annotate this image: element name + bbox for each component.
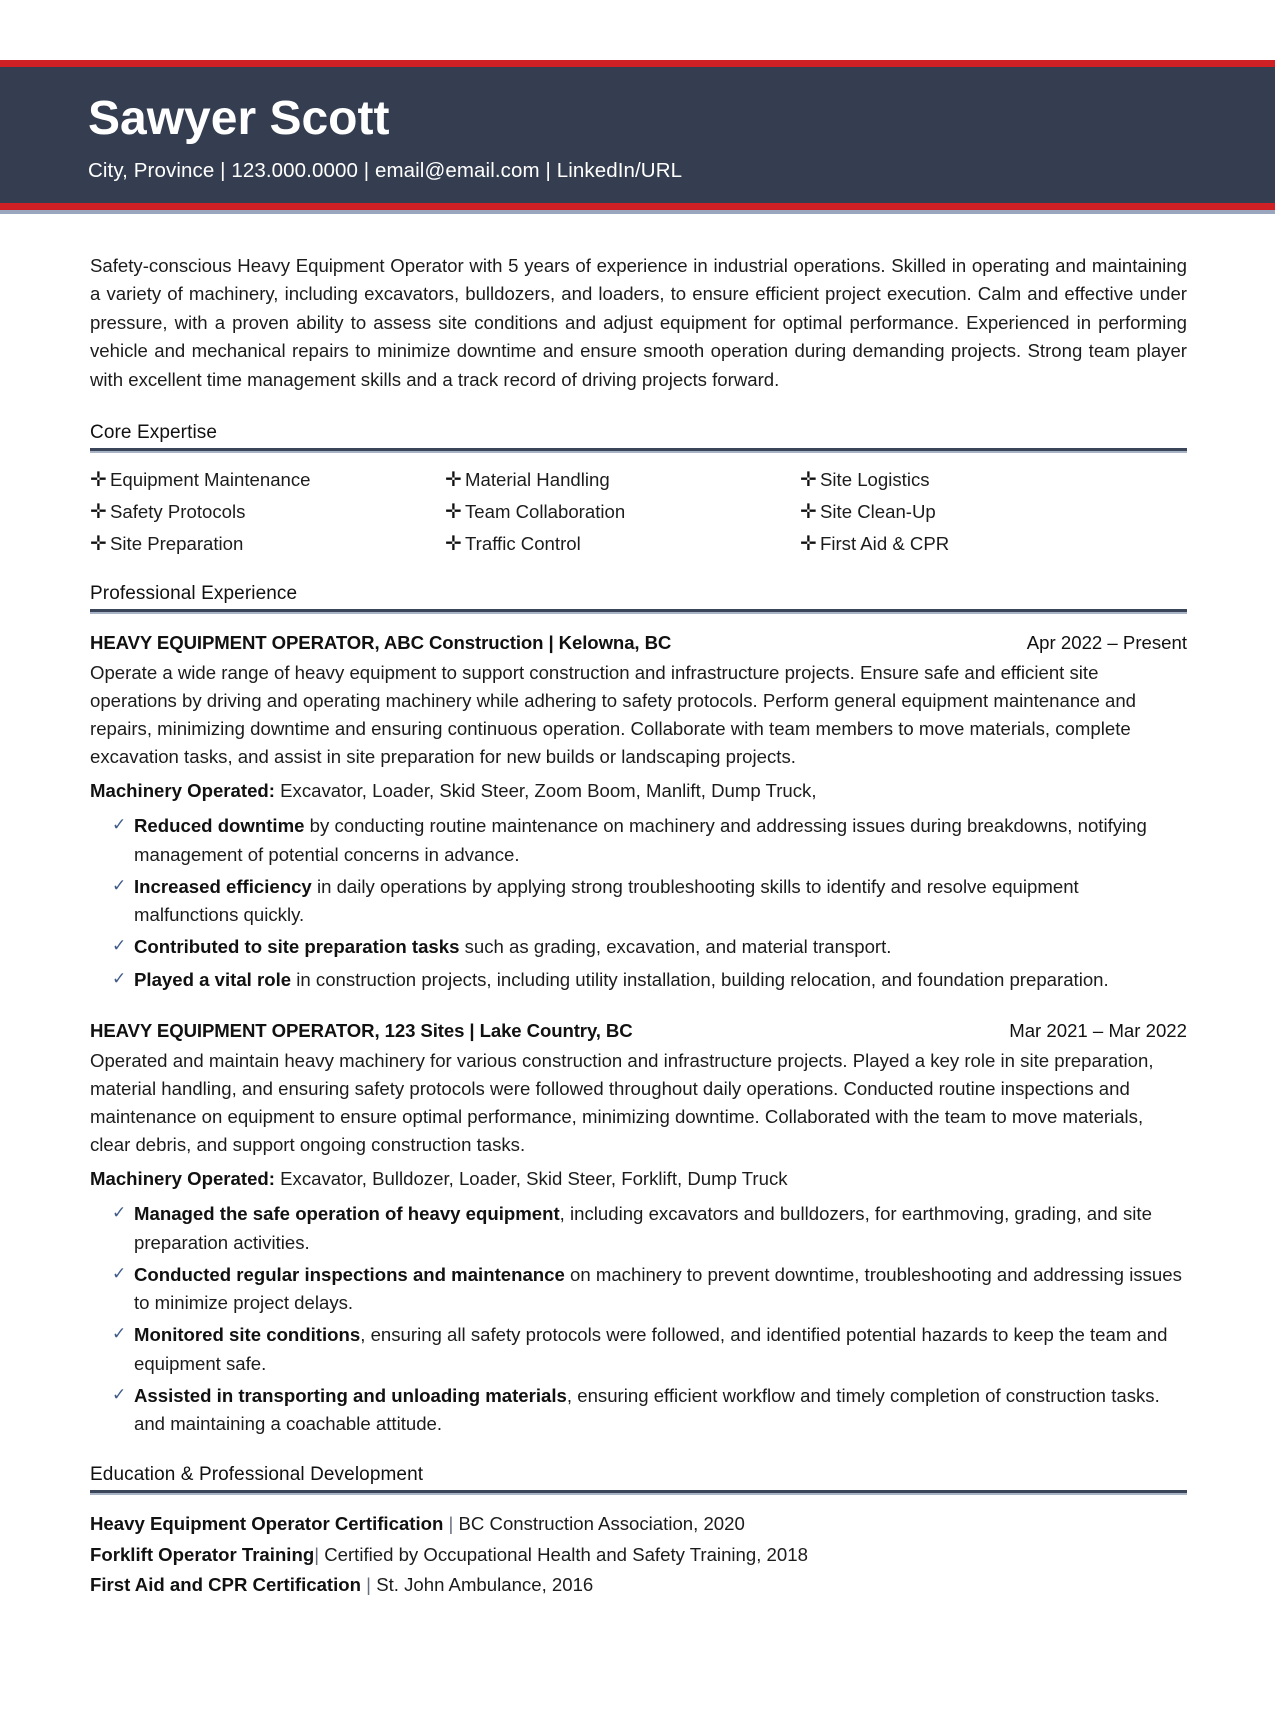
- machinery-operated: [90, 1165, 1187, 1193]
- skill-label: Site Clean-Up: [820, 501, 936, 523]
- skill-item: [445, 469, 800, 491]
- header-top-red-rule: [0, 60, 1275, 67]
- bullet-lead: Assisted in transporting and unloading materials: [134, 1384, 567, 1406]
- plus-icon: ✛: [800, 501, 817, 524]
- bullet-text: [134, 1382, 1187, 1439]
- education-detail: St. John Ambulance, 2016: [376, 1573, 594, 1595]
- machinery-label: Machinery Operated:: [90, 1167, 275, 1189]
- education-item: [90, 1509, 1187, 1539]
- machinery-operated: [90, 777, 1187, 805]
- section-education: [90, 1464, 1187, 1599]
- check-icon: ✓: [112, 875, 127, 895]
- header-banner: [0, 67, 1275, 203]
- bullet-text: [134, 933, 1187, 961]
- bullet-item: [90, 1382, 1187, 1439]
- check-icon: ✓: [112, 1384, 127, 1404]
- contact-line: City, Province | 123.000.0000 | email@email.com | LinkedIn/URL: [88, 158, 683, 182]
- education-name: Forklift Operator Training: [90, 1543, 315, 1565]
- bullet-lead: Reduced downtime: [134, 815, 305, 837]
- bullet-item: [90, 1321, 1187, 1378]
- core-expertise-grid: [90, 469, 1187, 555]
- skill-label: Site Logistics: [820, 469, 930, 491]
- section-rule-light: [90, 1493, 1187, 1495]
- bullet-rest: , ensuring efficient workflow and timely completion of construction tasks. and maintaining a coachable attitude.: [134, 1384, 1160, 1435]
- bullet-item: [90, 1200, 1187, 1257]
- skill-label: Team Collaboration: [465, 501, 626, 523]
- education-separator: |: [314, 1543, 325, 1565]
- bullet-rest: in daily operations by applying strong troubleshooting skills to identify and resolve equipment malfunctions quickly.: [134, 875, 1079, 926]
- plus-icon: ✛: [445, 533, 462, 556]
- skill-item: [800, 533, 1187, 555]
- bullet-rest: , ensuring all safety protocols were followed, and identified potential hazards to keep the team and equipment safe.: [134, 1324, 1168, 1374]
- section-professional-experience: [90, 583, 1187, 1438]
- bullet-item: [90, 873, 1187, 930]
- education-item: [90, 1570, 1187, 1600]
- bullet-text: [134, 812, 1187, 869]
- skill-label: First Aid & CPR: [820, 533, 950, 555]
- bullet-rest: such as grading, excavation, and material transport.: [459, 936, 892, 958]
- machinery-value: Excavator, Loader, Skid Steer, Zoom Boom, Manlift, Dump Truck,: [280, 779, 817, 801]
- skill-item: [800, 469, 1187, 491]
- plus-icon: ✛: [90, 501, 107, 524]
- education-list: [90, 1509, 1187, 1599]
- plus-icon: ✛: [90, 533, 107, 556]
- education-detail: Certified by Occupational Health and Safety Training, 2018: [324, 1543, 808, 1565]
- resume-page: [0, 60, 1275, 1710]
- check-icon: ✓: [112, 968, 127, 988]
- skill-item: [445, 501, 800, 523]
- header-bottom-red-rule: [0, 203, 1275, 210]
- machinery-value: Excavator, Bulldozer, Loader, Skid Steer, Forklift, Dump Truck: [280, 1167, 788, 1189]
- job-date: Mar 2021 – Mar 2022: [1009, 1019, 1187, 1041]
- candidate-name: Sawyer Scott: [88, 92, 390, 145]
- skill-label: Traffic Control: [465, 533, 581, 555]
- skill-label: Equipment Maintenance: [110, 469, 311, 491]
- job-title: HEAVY EQUIPMENT OPERATOR, 123 Sites | Lake Country, BC: [90, 1019, 633, 1041]
- check-icon: ✓: [112, 1203, 127, 1223]
- section-title-education: Education & Professional Development: [90, 1464, 424, 1486]
- section-core-expertise: [90, 422, 1187, 555]
- plus-icon: ✛: [800, 469, 817, 492]
- job-bullets: [90, 812, 1187, 994]
- professional-summary: Safety-conscious Heavy Equipment Operator with 5 years of experience in industrial operations. Skilled in operating and maintaining a variety of machinery, including excavators, bulldozers, and loaders, to ensure efficient project execution. Calm and effective under pressure, with a proven ability to assess site conditions and adjust equipment for optimal performance. Experienced in performing vehicle and mechanical repairs to minimize downtime and ensure smooth operation during demanding projects. Strong team player with excellent time management skills and a track record of driving projects forward.: [90, 254, 1187, 390]
- job-title: HEAVY EQUIPMENT OPERATOR, ABC Construction | Kelowna, BC: [90, 632, 672, 654]
- bullet-rest: in construction projects, including utility installation, building relocation, and foundation preparation.: [291, 968, 1109, 990]
- check-icon: ✓: [112, 936, 127, 956]
- education-detail: BC Construction Association, 2020: [458, 1513, 745, 1535]
- resume-body: [0, 252, 1275, 1600]
- plus-icon: ✛: [800, 533, 817, 556]
- bullet-text: [134, 966, 1187, 994]
- bullet-text: [134, 1261, 1187, 1318]
- plus-icon: ✛: [90, 469, 107, 492]
- job-date: Apr 2022 – Present: [1026, 632, 1187, 654]
- skill-item: [90, 469, 445, 491]
- bullet-text: [134, 1200, 1187, 1257]
- education-separator: |: [443, 1513, 459, 1535]
- skill-item: [800, 501, 1187, 523]
- education-separator: |: [361, 1573, 377, 1595]
- bullet-text: [134, 873, 1187, 930]
- bullet-item: [90, 933, 1187, 961]
- plus-icon: ✛: [445, 469, 462, 492]
- bullet-item: [90, 1261, 1187, 1318]
- education-name: First Aid and CPR Certification: [90, 1573, 362, 1595]
- section-title-core-expertise: Core Expertise: [90, 422, 218, 444]
- bullet-item: [90, 966, 1187, 994]
- bullet-rest: by conducting routine maintenance on machinery and addressing issues during breakdowns, notifying management of potential concerns in advance.: [134, 815, 1147, 865]
- bullet-lead: Played a vital role: [134, 968, 292, 990]
- header-bottom-light-rule: [0, 210, 1275, 214]
- job-header: [90, 632, 1187, 654]
- bullet-text: [134, 1321, 1187, 1378]
- skill-item: [90, 533, 445, 555]
- check-icon: ✓: [112, 1324, 127, 1344]
- section-rule-light: [90, 612, 1187, 614]
- bullet-lead: Managed the safe operation of heavy equipment: [134, 1203, 560, 1225]
- job-description: Operate a wide range of heavy equipment to support construction and infrastructure projects. Ensure safe and efficient site operations by driving and operating machinery while adhering to safety protocols. Perform general equipment maintenance and repairs, minimizing downtime and ensuring continuous operation. Collaborate with team members to move materials, complete excavation tasks, and assist in site preparation for new builds or landscaping projects.: [90, 662, 1136, 767]
- resume-header: [0, 60, 1275, 214]
- skill-label: Material Handling: [465, 469, 610, 491]
- skill-item: [90, 501, 445, 523]
- skill-item: [445, 533, 800, 555]
- bullet-lead: Contributed to site preparation tasks: [134, 936, 460, 958]
- job-header: [90, 1020, 1187, 1042]
- education-name: Heavy Equipment Operator Certification: [90, 1513, 444, 1535]
- job-bullets: [90, 1200, 1187, 1438]
- bullet-lead: Conducted regular inspections and maintenance: [134, 1263, 565, 1285]
- section-title-experience: Professional Experience: [90, 583, 298, 605]
- experience-entry: [90, 1020, 1187, 1438]
- section-rule-light: [90, 451, 1187, 453]
- machinery-label: Machinery Operated:: [90, 779, 275, 801]
- bullet-item: [90, 812, 1187, 869]
- bullet-lead: Monitored site conditions: [134, 1324, 361, 1346]
- education-item: [90, 1540, 1187, 1570]
- experience-entry: [90, 632, 1187, 994]
- job-description: Operated and maintain heavy machinery for various construction and infrastructure projects. Played a key role in site preparation, material handling, and ensuring safety protocols were followed throughout daily operations. Conducted routine inspections and maintenance on equipment to ensure optimal performance, minimizing downtime. Collaborated with the team to move materials, clear debris, and support ongoing construction tasks.: [90, 1049, 1154, 1155]
- bullet-rest: , including excavators and bulldozers, for earthmoving, grading, and site preparation activities.: [134, 1203, 1152, 1253]
- check-icon: ✓: [112, 1263, 127, 1283]
- skill-label: Site Preparation: [110, 533, 244, 555]
- check-icon: ✓: [112, 815, 127, 835]
- skill-label: Safety Protocols: [110, 501, 246, 523]
- plus-icon: ✛: [445, 501, 462, 524]
- bullet-rest: on machinery to prevent downtime, troubleshooting and addressing issues to minimize project delays.: [134, 1263, 1182, 1314]
- bullet-lead: Increased efficiency: [134, 875, 312, 897]
